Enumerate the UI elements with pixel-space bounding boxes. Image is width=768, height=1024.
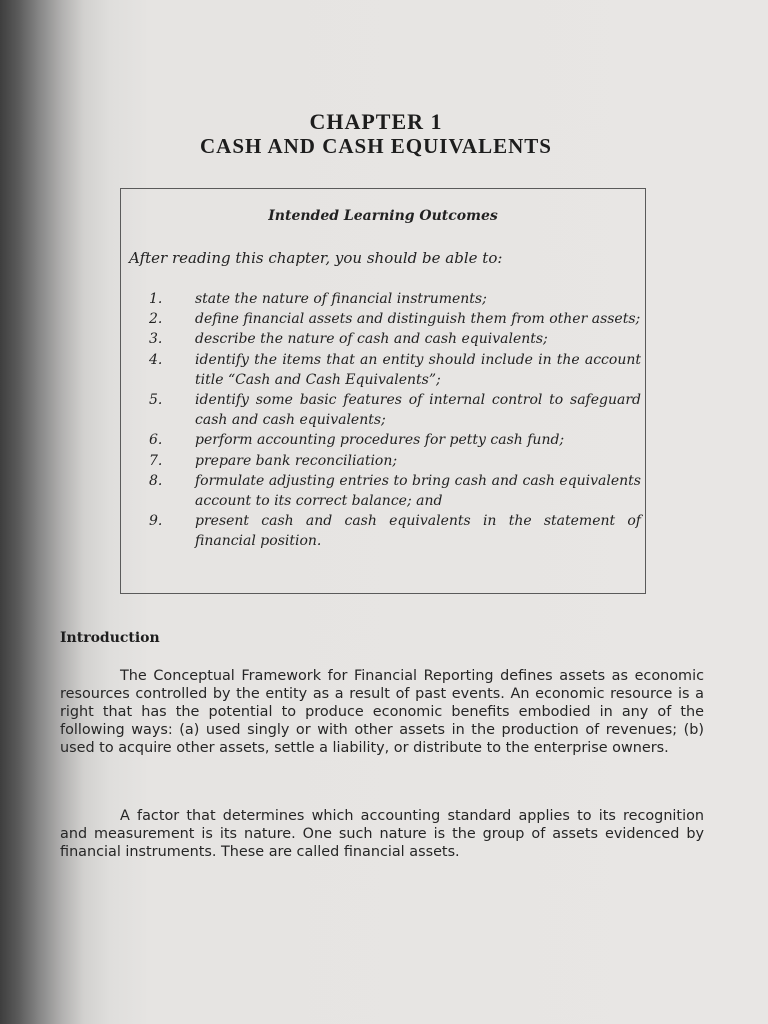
outcome-item [149, 451, 641, 471]
outcome-text: state the nature of financial instruments; [195, 291, 487, 307]
outcome-item [149, 329, 641, 349]
outcomes-box-title: Intended Learning Outcomes [268, 208, 498, 224]
outcome-item [149, 390, 641, 430]
outcome-list [149, 289, 641, 552]
outcome-item [149, 350, 641, 390]
outcome-item [149, 471, 641, 511]
outcome-item [149, 289, 641, 309]
outcome-item [149, 309, 641, 329]
outcome-text: identify the items that an entity should include in the account title “Cash and Cash Equivalents”; [195, 351, 641, 388]
outcome-text: perform accounting procedures for petty cash fund; [195, 432, 565, 449]
outcome-number: 2. [149, 311, 163, 328]
outcome-number: 8. [149, 472, 163, 489]
outcomes-intro: After reading this chapter, you should be able to: [129, 249, 503, 267]
outcome-text: define financial assets and distinguish them from other assets; [195, 311, 641, 328]
outcome-item [149, 430, 641, 450]
outcome-text: prepare bank reconciliation; [195, 452, 398, 469]
chapter-number: CHAPTER 1 [309, 109, 443, 134]
section-heading-introduction: Introduction [60, 630, 160, 646]
chapter-title: CASH AND CASH EQUIVALENTS [200, 134, 552, 158]
outcome-text: describe the nature of cash and cash equivalents; [195, 331, 548, 348]
outcome-number: 6. [149, 432, 163, 449]
outcome-text: present cash and cash equivalents in the statement of financial position. [195, 513, 641, 550]
outcome-number: 3. [149, 331, 163, 348]
outcome-number: 9. [149, 513, 163, 530]
outcome-text: formulate adjusting entries to bring cash and cash equivalents account to its correct balance; and [195, 472, 641, 510]
body-paragraph: The Conceptual Framework for Financial Reporting defines assets as economic resources controlled by the entity as a result of past events. An economic resource is a right that has the potential to produce economic benefits embodied in any of the following ways: (a) used singly or with other assets in the production of revenues; (b) used to acquire other assets, settle a liability, or distribute to the enterprise owners. [60, 668, 704, 756]
body-paragraph: A factor that determines which accounting standard applies to its recognition and measurement is its nature. One such nature is the group of assets evidenced by financial instruments. These are called financial assets. [60, 808, 704, 860]
learning-outcomes-box [120, 188, 646, 594]
outcome-number: 1. [149, 291, 163, 307]
outcome-text: identify some basic features of internal control to safeguard cash and cash equivalents; [195, 392, 641, 429]
outcome-item [149, 511, 641, 551]
outcome-number: 5. [149, 392, 163, 409]
outcome-number: 4. [149, 351, 163, 368]
outcome-number: 7. [149, 452, 163, 469]
